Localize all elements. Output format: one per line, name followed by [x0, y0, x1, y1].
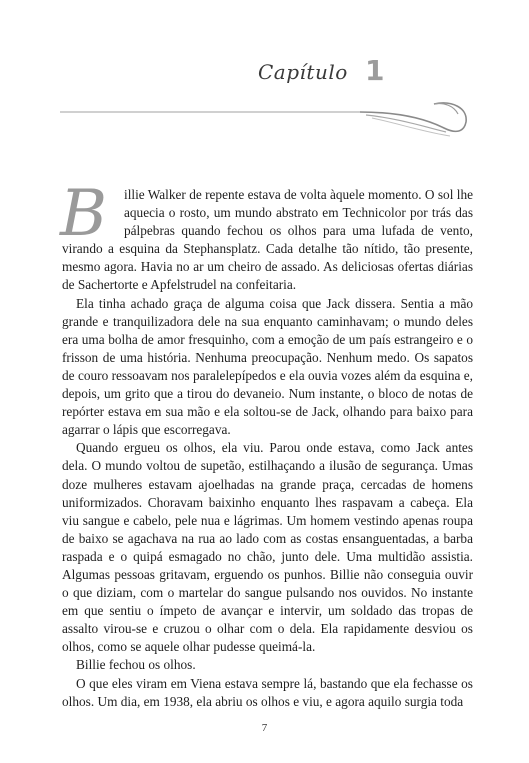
paragraph-3: Quando ergueu os olhos, ela viu. Parou onde estava, como Jack antes dela. O mundo voltou de supetão, estilhaçando a ilusão de segurança. Umas doze mulheres estavam ajoelhadas na grande praça, cercadas de homens uniformizados. Choravam baixinho enquanto lhes raspavam a cabeça. Ela viu sangue e cabelo, pele nua e lágrimas. Um homem vestindo apenas roupa de baixo se agachava na rua ao lado com as costas ensanguentadas, a barba raspada e o quipá esmagado no chão, junto dele. Uma multidão assistia. Algumas pessoas gritavam, erguendo os punhos. Billie não conseguia ouvir o que diziam, com o martelar do sangue pulsando nos ouvidos. No instante em que sentiu o ímpeto de avançar e intervir, um soldado das tropas de assalto virou-se e cruzou o olhar com o dela. Ela rapidamente desviou os olhos, como se aquele olhar pudesse queimá-la. [62, 440, 473, 655]
paragraph-5: O que eles viram em Viena estava sempre lá, bastando que ela fechasse os olhos. Um dia, em 1938, ela abriu os olhos e viu, e agora aquilo surgia toda [62, 675, 473, 709]
chapter-number: 1 [365, 54, 385, 87]
chapter-body [60, 177, 473, 711]
chapter-ornament-icon [60, 92, 470, 138]
paragraph-4: Billie fechou os olhos. [76, 657, 196, 673]
page-number: 7 [261, 722, 268, 734]
paragraph-1-text: illie Walker de repente estava de volta àquele momento. O sol lhe aquecia o rosto, um mundo abstrato em Technicolor por trás das pálpebras quando fechou os olhos para uma lufada de vento, virando a esquina da Stephansplatz. Cada detalhe tão nítido, tão presente, mesmo agora. Havia no ar um cheiro de assado. As deliciosas ofertas diárias de Sachertorte e Apfelstrudel na confeitaria. [62, 187, 473, 293]
paragraph-1 [60, 177, 473, 295]
chapter-heading [0, 52, 529, 142]
drop-cap: B [60, 177, 108, 251]
chapter-title: Capítulo [258, 60, 348, 84]
paragraph-2: Ela tinha achado graça de alguma coisa que Jack dissera. Sentia a mão grande e tranquilizadora dele na sua enquanto caminhavam; o mundo deles era uma bolha de amor fresquinho, com a emoção de um país estrangeiro e o frisson de uma história. Nenhuma preocupação. Nenhum medo. Os sapatos de couro ressoavam nos paralelepípedos e ela ouvia vozes além da esquina e, depois, um grito que a tirou do devaneio. Num instante, o bloco de notas de repórter estava em sua mão e ela soltou-se de Jack, olhando para baixo para agarrar o lápis que escorregava. [62, 295, 473, 438]
